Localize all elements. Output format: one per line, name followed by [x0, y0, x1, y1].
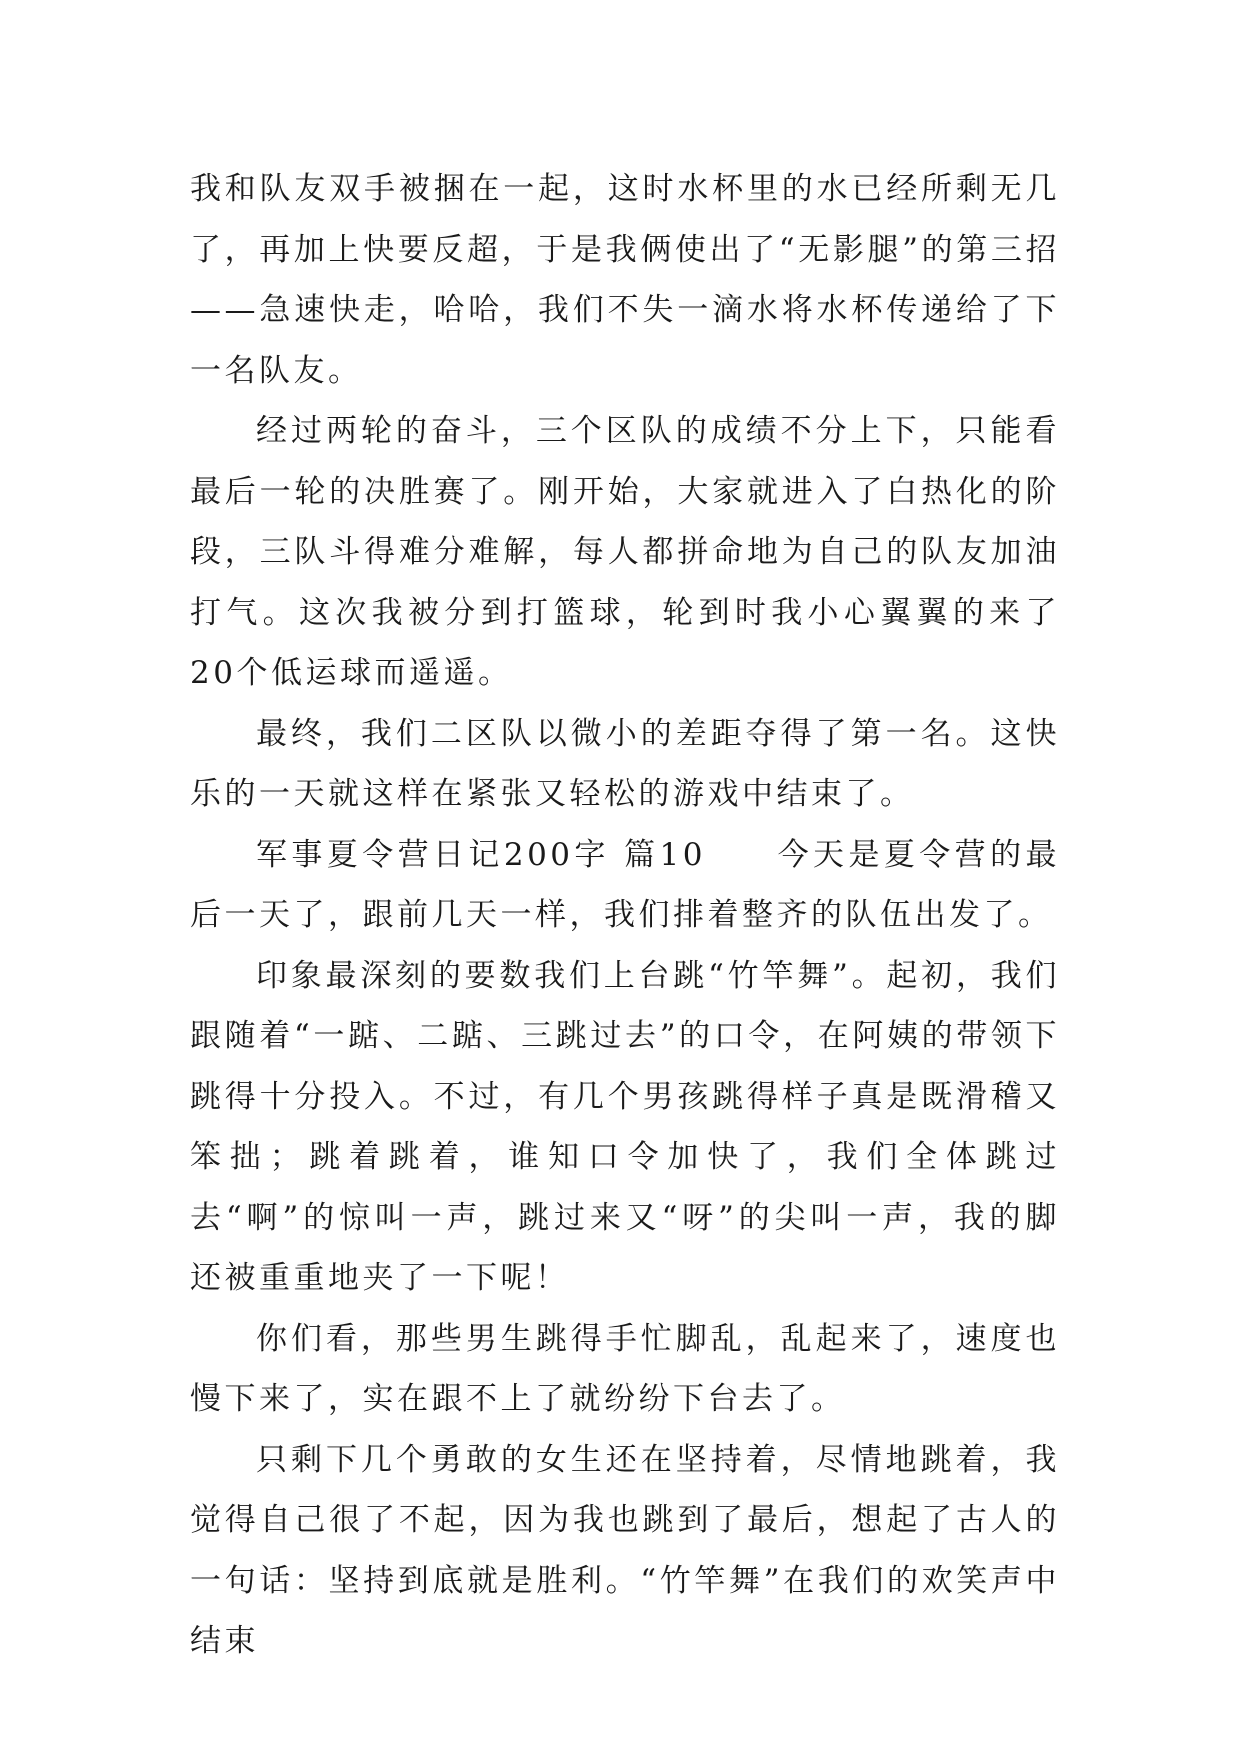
paragraph-1: 我和队友双手被捆在一起，这时水杯里的水已经所剩无几了，再加上快要反超，于是我俩使出了“无影腿”的第三招——急速快走，哈哈，我们不失一滴水将水杯传递给了下一名队友。	[190, 171, 1060, 389]
paragraph-6: 你们看，那些男生跳得手忙脚乱，乱起来了，速度也慢下来了，实在跟不上了就纷纷下台去了。	[190, 1320, 1060, 1417]
paragraph-5: 印象最深刻的要数我们上台跳“竹竿舞”。起初，我们跟随着“一踮、二踮、三跳过去”的口令，在阿姨的带领下跳得十分投入。不过，有几个男孩跳得样子真是既滑稽又笨拙；跳着跳着，谁知口令加快了，我们全体跳过去“啊”的惊叫一声，跳过来又“呀”的尖叫一声，我的脚还被重重地夹了一下呢！	[190, 957, 1060, 1296]
paragraph-7: 只剩下几个勇敢的女生还在坚持着，尽情地跳着，我觉得自己很了不起，因为我也跳到了最后，想起了古人的一句话：坚持到底就是胜利。“竹竿舞”在我们的欢笑声中结束	[190, 1441, 1060, 1659]
document-page	[190, 159, 1060, 1672]
paragraph-4: 军事夏令营日记200字 篇10 今天是夏令营的最后一天了，跟前几天一样，我们排着整齐的队伍出发了。	[190, 836, 1060, 933]
paragraph-3: 最终，我们二区队以微小的差距夺得了第一名。这快乐的一天就这样在紧张又轻松的游戏中结束了。	[190, 715, 1060, 812]
paragraph-2: 经过两轮的奋斗，三个区队的成绩不分上下，只能看最后一轮的决胜赛了。刚开始，大家就进入了白热化的阶段，三队斗得难分难解，每人都拼命地为自己的队友加油打气。这次我被分到打篮球，轮到时我小心翼翼的来了20个低运球而遥遥。	[190, 413, 1060, 691]
